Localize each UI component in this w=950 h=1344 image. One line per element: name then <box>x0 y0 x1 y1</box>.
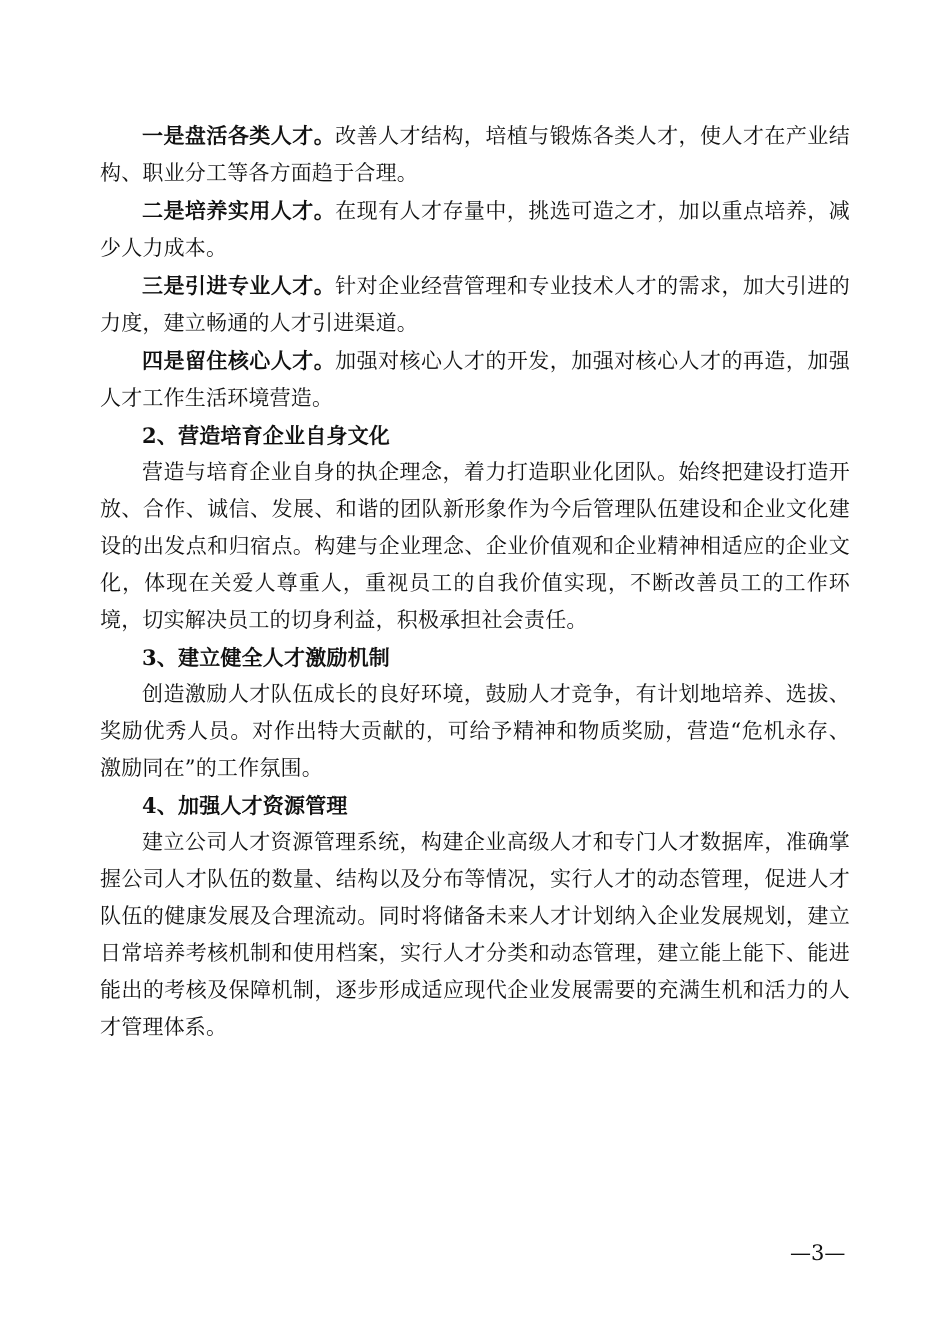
paragraph-3 <box>100 267 850 342</box>
section-2-body: 营造与培育企业自身的执企理念，着力打造职业化团队。始终把建设打造开放、合作、诚信、发展、和谐的团队新形象作为今后管理队伍建设和企业文化建设的出发点和归宿点。构建与企业理念、企业价值观和企业精神相适应的企业文化，体现在关爱人尊重人，重视员工的自我价值实现，不断改善员工的工作环境，切实解决员工的切身利益，积极承担社会责任。 <box>100 460 850 632</box>
paragraph-3-lead: 三是引进专业人才。 <box>142 273 336 298</box>
paragraph-2-body: 在现有人才存量中，挑选可造之才，加以重点培养，减少人力成本。 <box>100 199 850 260</box>
paragraph-1-lead: 一是盘活各类人才。 <box>142 123 336 148</box>
page-number: —3— <box>790 1241 846 1265</box>
paragraph-3-body: 针对企业经营管理和专业技术人才的需求，加大引进的力度，建立畅通的人才引进渠道。 <box>100 274 850 335</box>
section-3-heading: 3、建立健全人才激励机制 <box>142 645 391 670</box>
paragraph-1-body: 改善人才结构，培植与锻炼各类人才，使人才在产业结构、职业分工等各方面趋于合理。 <box>100 124 850 185</box>
section-3-body: 创造激励人才队伍成长的良好环境，鼓励人才竞争，有计划地培养、选拔、奖励优秀人员。对作出特大贡献的，可给予精神和物质奖励，营造“危机永存、激励同在”的工作氛围。 <box>100 682 850 780</box>
paragraph-2-lead: 二是培养实用人才。 <box>142 198 336 223</box>
paragraph-4 <box>100 342 850 417</box>
document-page <box>100 117 850 1046</box>
section-2-heading: 2、营造培育企业自身文化 <box>142 423 391 448</box>
paragraph-2 <box>100 192 850 267</box>
paragraph-4-lead: 四是留住核心人才。 <box>142 348 336 373</box>
section-4-heading: 4、加强人才资源管理 <box>142 793 348 818</box>
paragraph-4-body: 加强对核心人才的开发，加强对核心人才的再造，加强人才工作生活环境营造。 <box>100 349 850 410</box>
section-4-body: 建立公司人才资源管理系统，构建企业高级人才和专门人才数据库，准确掌握公司人才队伍的数量、结构以及分布等情况，实行人才的动态管理，促进人才队伍的健康发展及合理流动。同时将储备未来人才计划纳入企业发展规划，建立日常培养考核机制和使用档案，实行人才分类和动态管理，建立能上能下、能进能出的考核及保障机制，逐步形成适应现代企业发展需要的充满生机和活力的人才管理体系。 <box>100 830 850 1039</box>
paragraph-1 <box>100 117 850 192</box>
